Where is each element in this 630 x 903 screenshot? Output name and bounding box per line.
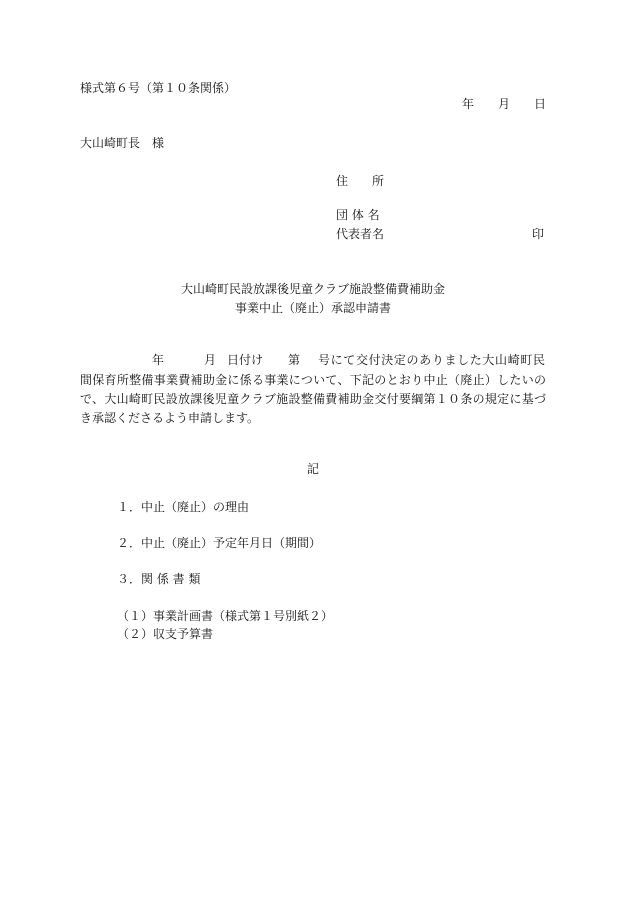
addressee: 大山崎町長 様 [80,136,165,150]
list-item: １．中止（廃止）の理由 [117,500,250,514]
body-day-label: 日付け [227,353,264,367]
representative-label: 代表者名 [336,227,385,241]
form-number: 様式第６号（第１０条関係） [80,81,237,95]
body-line-3: で、大山崎町民設放課後児童クラブ施設整備費補助金交付要綱第１０条の規定に基づ [80,392,546,406]
group-name-label: 団 体 名 [336,208,380,222]
seal-label: 印 [532,227,545,241]
document-item: （２）収支予算書 [117,627,214,641]
list-item: ２．中止（廃止）予定年月日（期間） [117,536,322,550]
body-number-prefix: 第 [288,353,301,367]
title-line-2: 事業中止（廃止）承認申請書 [234,301,391,315]
date-line: 年 月 日 [462,97,547,111]
body-month-label: 月 [204,353,217,367]
body-line-2: 間保育所整備事業費補助金に係る事業について、下記のとおり中止（廃止）したいの [80,373,546,387]
address-label: 住 所 [336,174,385,188]
body-year-label: 年 [152,353,165,367]
body-line-4: き承認くださるよう申請します。 [80,411,260,425]
document-item: （１）事業計画書（様式第１号別紙２） [117,609,334,623]
body-line-1-rest: 号にて交付決定のありました大山崎町民 [318,353,545,367]
list-item: ３．関 係 書 類 [117,572,201,586]
title-line-1: 大山崎町民設放課後児童クラブ施設整備費補助金 [180,282,445,296]
note-heading: 記 [306,462,319,476]
